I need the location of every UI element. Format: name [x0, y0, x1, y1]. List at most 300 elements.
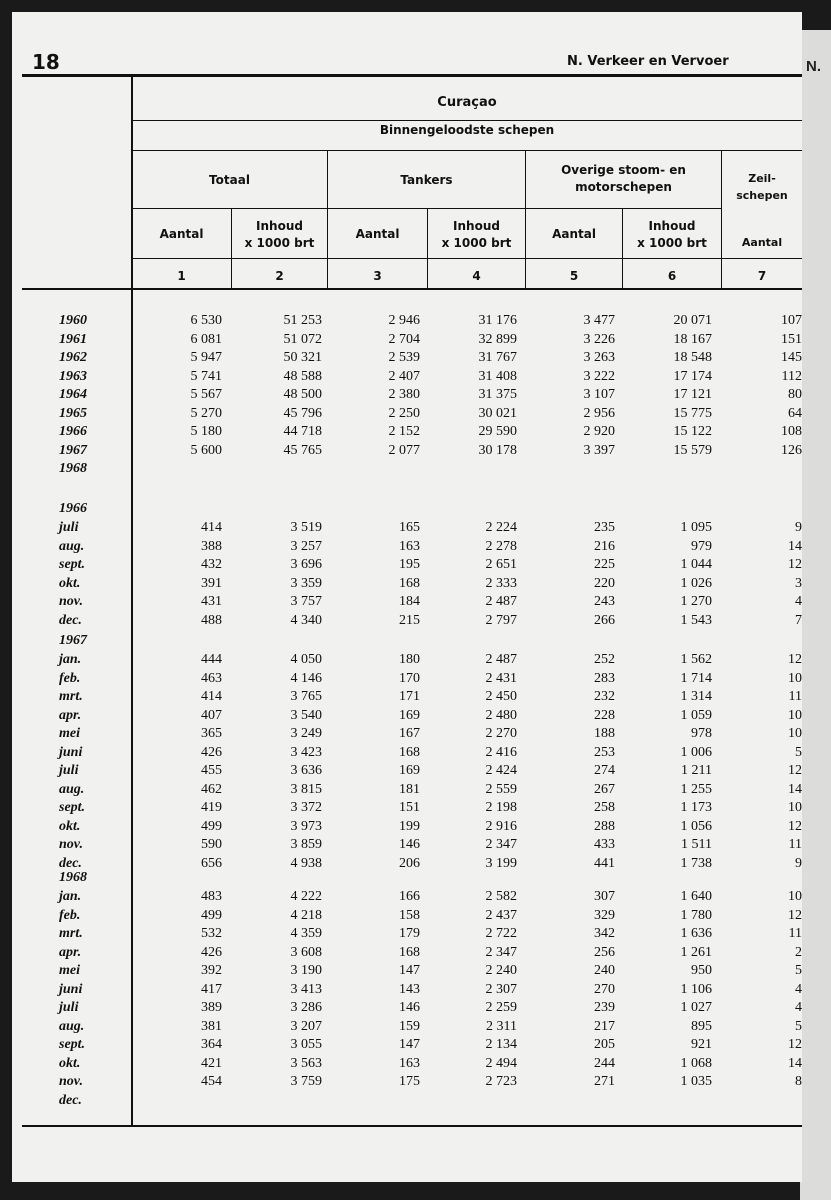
row-label: nov. — [59, 1074, 83, 1089]
table-cell-col4: 2 582 — [485, 889, 517, 904]
table-cell-col3: 163 — [399, 538, 420, 554]
table-cell-col2: 3 563 — [290, 1055, 322, 1071]
row-label: sept. — [59, 800, 86, 815]
table-cell-col5: 3 226 — [583, 331, 615, 347]
table-cell-col5: 188 — [594, 726, 615, 741]
table-cell-col1: 407 — [201, 707, 222, 723]
table-cell-col5: 3 397 — [583, 442, 615, 458]
table-cell-col3: 166 — [399, 889, 420, 904]
sub-aantal-5: Aantal — [552, 227, 596, 241]
table-cell-col5: 274 — [594, 763, 615, 778]
table-row — [12, 962, 802, 980]
table-cell-col2: 3 519 — [290, 520, 322, 535]
table-cell-col5: 216 — [594, 538, 615, 554]
sub-inhoud-2-line1: Inhoud — [256, 219, 303, 233]
table-row — [12, 744, 802, 762]
table-cell-col5: 240 — [594, 963, 615, 978]
table-cell-col6: 18 167 — [673, 331, 712, 347]
table-cell-col4: 2 437 — [485, 907, 517, 923]
table-cell-col5: 217 — [594, 1018, 615, 1034]
sub-aantal-1: Aantal — [159, 227, 204, 241]
col-number-2: 2 — [275, 269, 284, 283]
row-label: feb. — [59, 907, 81, 923]
table-cell-col3: 179 — [399, 926, 420, 941]
running-head: N. Verkeer en Vervoer — [567, 54, 729, 69]
table-row — [12, 925, 802, 943]
table-cell-col1: 426 — [201, 744, 222, 760]
table-cell-col4: 2 487 — [485, 652, 517, 667]
table-cell-col5: 283 — [594, 670, 615, 686]
table-cell-col2: 3 286 — [290, 1000, 322, 1015]
table-cell-col1: 417 — [201, 981, 222, 997]
table-cell-col3: 159 — [399, 1018, 420, 1034]
table-cell-col2: 3 757 — [290, 594, 322, 609]
table-cell-col4: 2 723 — [485, 1074, 517, 1089]
table-cell-col1: 392 — [201, 963, 222, 978]
table-cell-col4: 31 408 — [478, 368, 517, 384]
row-label: jan. — [59, 652, 82, 667]
table-cell-col7: 10 — [788, 707, 802, 723]
row-label: apr. — [59, 707, 82, 723]
table-cell-col2: 3 973 — [290, 818, 322, 834]
row-label: aug. — [59, 538, 85, 554]
table-cell-col5: 3 263 — [583, 350, 615, 365]
table-row — [12, 386, 802, 404]
table-cell-col5: 271 — [594, 1074, 615, 1089]
section-label-1968: 1968 — [59, 870, 87, 885]
table-cell-col5: 307 — [594, 889, 615, 904]
table-cell-col7: 145 — [781, 350, 802, 365]
table-cell-col3: 169 — [399, 763, 420, 778]
table-cell-col1: 365 — [201, 726, 222, 741]
table-cell-col2: 44 718 — [283, 424, 322, 439]
col-number-4: 4 — [472, 269, 481, 283]
table-cell-col7: 9 — [795, 520, 802, 535]
table-cell-col7: 108 — [781, 424, 802, 439]
table-cell-col6: 1 027 — [680, 1000, 712, 1015]
table-cell-col2: 3 765 — [290, 689, 322, 704]
table-row — [12, 460, 802, 478]
table-cell-col2: 3 249 — [290, 726, 322, 741]
table-cell-col2: 3 423 — [290, 744, 322, 760]
table-cell-col3: 2 539 — [388, 350, 420, 365]
table-cell-col2: 4 218 — [290, 907, 322, 923]
table-cell-col7: 12 — [788, 763, 802, 778]
table-cell-col7: 12 — [788, 557, 802, 572]
table-cell-col6: 20 071 — [673, 313, 712, 328]
table-cell-col5: 342 — [594, 926, 615, 941]
table-cell-col7: 112 — [781, 368, 802, 384]
sub-aantal-7: Aantal — [741, 236, 783, 249]
table-cell-col2: 4 146 — [290, 670, 322, 686]
table-cell-col7: 11 — [788, 689, 802, 704]
table-row — [12, 349, 802, 367]
table-cell-col3: 195 — [399, 557, 420, 572]
table-cell-col2: 51 072 — [283, 331, 322, 347]
table-cell-col5: 228 — [594, 707, 615, 723]
table-row — [12, 688, 802, 706]
table-cell-col2: 3 372 — [290, 800, 322, 815]
table-cell-col7: 10 — [788, 726, 802, 741]
document-page — [12, 12, 802, 1182]
table-cell-col2: 3 759 — [290, 1074, 322, 1089]
table-cell-col1: 419 — [201, 800, 222, 815]
table-cell-col4: 2 347 — [485, 944, 517, 960]
table-cell-col4: 2 450 — [485, 689, 517, 704]
row-label: dec. — [59, 612, 82, 628]
table-cell-col7: 4 — [795, 981, 802, 997]
table-cell-col4: 31 176 — [478, 313, 517, 328]
table-cell-col2: 3 207 — [290, 1018, 322, 1034]
table-cell-col1: 5 270 — [190, 405, 222, 421]
table-cell-col1: 6 081 — [190, 331, 222, 347]
table-cell-col2: 4 050 — [290, 652, 322, 667]
table-cell-col7: 2 — [795, 944, 802, 960]
table-cell-col1: 414 — [201, 520, 222, 535]
table-row — [12, 651, 802, 669]
table-cell-col1: 5 741 — [190, 368, 222, 384]
section-label-1967: 1967 — [59, 633, 87, 648]
table-cell-col1: 488 — [201, 612, 222, 628]
table-cell-col3: 175 — [399, 1074, 420, 1089]
table-cell-col1: 499 — [201, 907, 222, 923]
table-cell-col6: 978 — [691, 726, 712, 741]
row-label: okt. — [59, 575, 81, 591]
table-cell-col7: 12 — [788, 652, 802, 667]
table-cell-col6: 1 059 — [680, 707, 712, 723]
row-label: 1962 — [59, 350, 87, 365]
table-cell-col2: 4 938 — [290, 855, 322, 871]
table-cell-col6: 1 044 — [680, 557, 712, 572]
table-cell-col1: 483 — [201, 889, 222, 904]
sub-inhoud-6 — [623, 218, 721, 252]
table-cell-col1: 656 — [201, 855, 222, 871]
table-cell-col3: 147 — [399, 1037, 420, 1052]
table-cell-col7: 151 — [781, 331, 802, 347]
table-cell-col5: 441 — [594, 855, 615, 871]
table-cell-col7: 64 — [788, 405, 802, 421]
table-cell-col1: 444 — [201, 652, 222, 667]
table-row — [12, 818, 802, 836]
table-cell-col6: 1 255 — [680, 781, 712, 797]
group-tankers: Tankers — [400, 173, 453, 187]
group-overige-line2: motorschepen — [575, 180, 672, 194]
table-cell-col5: 329 — [594, 907, 615, 923]
table-cell-col4: 2 431 — [485, 670, 517, 686]
table-cell-col4: 2 198 — [485, 800, 517, 815]
table-cell-col3: 158 — [399, 907, 420, 923]
table-cell-col5: 2 920 — [583, 424, 615, 439]
table-cell-col2: 4 340 — [290, 612, 322, 628]
table-row — [12, 368, 802, 386]
table-cell-col5: 2 956 — [583, 405, 615, 421]
row-label: dec. — [59, 855, 82, 871]
table-cell-col6: 17 121 — [673, 387, 712, 402]
table-cell-col2: 3 190 — [290, 963, 322, 978]
table-cell-col4: 2 424 — [485, 763, 517, 778]
top-rule — [22, 74, 802, 77]
table-cell-col3: 199 — [399, 818, 420, 834]
col-number-5: 5 — [569, 269, 579, 283]
section-label-1966: 1966 — [59, 501, 87, 516]
table-row — [12, 312, 802, 330]
row-label: mrt. — [59, 689, 83, 704]
table-cell-col7: 3 — [795, 575, 802, 591]
table-cell-col5: 266 — [594, 612, 615, 628]
table-cell-col4: 2 311 — [486, 1018, 517, 1034]
table-cell-col1: 463 — [201, 670, 222, 686]
table-cell-col4: 30 021 — [478, 405, 517, 421]
table-cell-col2: 51 253 — [283, 313, 322, 328]
table-row — [12, 612, 802, 630]
table-cell-col7: 5 — [795, 963, 802, 978]
table-cell-col3: 2 152 — [388, 424, 420, 439]
table-cell-col5: 205 — [594, 1037, 615, 1052]
table-cell-col7: 107 — [781, 313, 802, 328]
table-cell-col2: 3 359 — [290, 575, 322, 591]
group-zeil-line2: schepen — [736, 189, 788, 202]
table-cell-col1: 389 — [201, 1000, 222, 1015]
table-cell-col1: 499 — [201, 818, 222, 834]
table-cell-col3: 168 — [399, 575, 420, 591]
table-cell-col2: 3 257 — [290, 538, 322, 554]
col-number-1: 1 — [177, 269, 186, 283]
group-overige-line1: Overige stoom- en — [561, 163, 686, 177]
table-cell-col6: 1 562 — [680, 652, 712, 667]
sub-inhoud-4 — [428, 218, 525, 252]
table-cell-col7: 14 — [788, 538, 802, 554]
col-number-7: 7 — [757, 269, 767, 283]
group-zeilschepen — [722, 170, 802, 204]
table-cell-col1: 5 567 — [190, 387, 222, 402]
table-cell-col3: 146 — [399, 1000, 420, 1015]
table-cell-col1: 381 — [201, 1018, 222, 1034]
table-cell-col5: 225 — [594, 557, 615, 572]
table-cell-col2: 3 859 — [290, 837, 322, 852]
table-cell-col7: 4 — [795, 1000, 802, 1015]
table-cell-col1: 5 180 — [190, 424, 222, 439]
table-cell-col4: 2 224 — [485, 520, 517, 535]
table-cell-col5: 267 — [594, 781, 615, 797]
table-cell-col5: 256 — [594, 944, 615, 960]
row-label: 1964 — [59, 387, 87, 402]
table-cell-col5: 235 — [594, 520, 615, 535]
table-cell-col5: 288 — [594, 818, 615, 834]
table-cell-col6: 921 — [691, 1037, 712, 1052]
table-cell-col7: 10 — [788, 670, 802, 686]
table-cell-col1: 5 600 — [190, 442, 222, 458]
table-cell-col7: 5 — [795, 1018, 802, 1034]
table-cell-col2: 45 765 — [283, 442, 322, 458]
table-cell-col5: 252 — [594, 652, 615, 667]
table-cell-col4: 2 134 — [485, 1037, 517, 1052]
table-cell-col6: 15 579 — [673, 442, 712, 458]
table-cell-col1: 455 — [201, 763, 222, 778]
row-label: jan. — [59, 889, 82, 904]
table-cell-col6: 1 056 — [680, 818, 712, 834]
table-row — [12, 519, 802, 537]
table-cell-col3: 169 — [399, 707, 420, 723]
row-label: mrt. — [59, 926, 83, 941]
table-cell-col6: 1 173 — [680, 800, 712, 815]
table-cell-col3: 151 — [399, 800, 420, 815]
table-row — [12, 670, 802, 688]
table-cell-col6: 1 211 — [681, 763, 712, 778]
table-cell-col7: 7 — [795, 612, 802, 628]
table-row — [12, 1036, 802, 1054]
table-cell-col4: 2 270 — [485, 726, 517, 741]
table-cell-col1: 590 — [201, 837, 222, 852]
table-cell-col3: 165 — [399, 520, 420, 535]
table-cell-col3: 168 — [399, 744, 420, 760]
table-cell-col3: 206 — [399, 855, 420, 871]
row-label: okt. — [59, 1055, 81, 1071]
row-label: 1960 — [59, 313, 87, 328]
table-cell-col4: 2 797 — [485, 612, 517, 628]
table-cell-col2: 3 636 — [290, 763, 322, 778]
table-cell-col1: 462 — [201, 781, 222, 797]
table-cell-col7: 14 — [788, 1055, 802, 1071]
bottom-rule — [22, 1125, 802, 1127]
table-cell-col7: 12 — [788, 818, 802, 834]
table-cell-col3: 163 — [399, 1055, 420, 1071]
table-cell-col4: 2 333 — [485, 575, 517, 591]
table-row — [12, 907, 802, 925]
table-cell-col6: 1 026 — [680, 575, 712, 591]
table-cell-col3: 146 — [399, 837, 420, 852]
row-label: mei — [59, 963, 80, 978]
table-cell-col7: 11 — [788, 837, 802, 852]
table-cell-col6: 1 543 — [680, 612, 712, 628]
row-label: aug. — [59, 781, 85, 797]
sub-inhoud-2-line2: x 1000 brt — [244, 236, 315, 250]
table-cell-col1: 414 — [201, 689, 222, 704]
table-cell-col7: 10 — [788, 889, 802, 904]
table-cell-col2: 3 696 — [290, 557, 322, 572]
table-cell-col1: 5 947 — [190, 350, 222, 365]
table-cell-col6: 1 314 — [680, 689, 712, 704]
col-number-6: 6 — [667, 269, 677, 283]
table-cell-col6: 950 — [691, 963, 712, 978]
table-cell-col6: 1 780 — [680, 907, 712, 923]
table-row — [12, 556, 802, 574]
row-label: okt. — [59, 818, 81, 834]
table-cell-col6: 979 — [691, 538, 712, 554]
table-cell-col4: 31 767 — [478, 350, 517, 365]
table-cell-col4: 31 375 — [478, 387, 517, 402]
table-cell-col7: 4 — [795, 594, 802, 609]
table-cell-col2: 3 608 — [290, 944, 322, 960]
table-cell-col6: 1 636 — [680, 926, 712, 941]
table-cell-col4: 2 916 — [485, 818, 517, 834]
sub-inhoud-4-line2: x 1000 brt — [441, 236, 512, 250]
table-cell-col3: 2 380 — [388, 387, 420, 402]
table-row — [12, 762, 802, 780]
table-cell-col1: 6 530 — [190, 313, 222, 328]
table-cell-col5: 258 — [594, 800, 615, 815]
table-row — [12, 799, 802, 817]
table-cell-col2: 50 321 — [283, 350, 322, 365]
table-row — [12, 538, 802, 556]
table-cell-col7: 5 — [795, 744, 802, 760]
table-cell-col7: 126 — [781, 442, 802, 458]
table-cell-col1: 391 — [201, 575, 222, 591]
table-cell-col4: 3 199 — [485, 855, 517, 871]
next-page-edge — [800, 30, 831, 1200]
table-cell-col1: 532 — [201, 926, 222, 941]
table-cell-col4: 2 722 — [485, 926, 517, 941]
table-row — [12, 1073, 802, 1091]
row-label: 1968 — [59, 461, 87, 476]
table-cell-col2: 48 588 — [283, 368, 322, 384]
subtitle-heading: Binnengeloodste schepen — [379, 123, 555, 137]
table-cell-col6: 1 006 — [680, 744, 712, 760]
table-cell-col1: 432 — [201, 557, 222, 572]
table-cell-col2: 3 055 — [290, 1037, 322, 1052]
table-cell-col3: 215 — [399, 612, 420, 628]
row-label: apr. — [59, 944, 82, 960]
table-row — [12, 855, 802, 873]
row-label: juli — [59, 520, 79, 535]
table-cell-col6: 15 122 — [673, 424, 712, 439]
table-cell-col4: 29 590 — [478, 424, 517, 439]
table-cell-col6: 1 035 — [680, 1074, 712, 1089]
next-page-edge-text: N. — [806, 58, 821, 75]
table-cell-col6: 1 738 — [680, 855, 712, 871]
page-number: 18 — [32, 50, 60, 74]
table-cell-col7: 9 — [795, 855, 802, 871]
row-label: 1963 — [59, 368, 87, 384]
table-cell-col7: 8 — [795, 1074, 802, 1089]
table-cell-col6: 1 106 — [680, 981, 712, 997]
table-row — [12, 575, 802, 593]
table-cell-col3: 167 — [399, 726, 420, 741]
table-cell-col1: 454 — [201, 1074, 222, 1089]
row-label: aug. — [59, 1018, 85, 1034]
table-row — [12, 1055, 802, 1073]
sub-inhoud-6-line2: x 1000 brt — [637, 236, 707, 250]
table-cell-col7: 80 — [788, 387, 802, 402]
table-cell-col7: 12 — [788, 907, 802, 923]
table-cell-col5: 3 222 — [583, 368, 615, 384]
table-cell-col5: 244 — [594, 1055, 615, 1071]
table-cell-col5: 3 107 — [583, 387, 615, 402]
header-rule-subtitle — [132, 150, 802, 151]
region-heading: Curaçao — [437, 95, 497, 110]
table-cell-col3: 171 — [399, 689, 420, 704]
table-cell-col1: 421 — [201, 1055, 222, 1071]
row-label: nov. — [59, 594, 83, 609]
table-cell-col5: 433 — [594, 837, 615, 852]
table-cell-col2: 3 413 — [290, 981, 322, 997]
table-cell-col1: 431 — [201, 594, 222, 609]
table-cell-col7: 10 — [788, 800, 802, 815]
table-cell-col6: 17 174 — [673, 368, 712, 384]
table-cell-col7: 14 — [788, 781, 802, 797]
table-row — [12, 781, 802, 799]
row-label: juli — [59, 1000, 79, 1015]
sub-inhoud-6-line1: Inhoud — [648, 219, 696, 233]
row-label: mei — [59, 726, 80, 741]
group-overige — [526, 162, 721, 196]
table-cell-col6: 1 068 — [680, 1055, 712, 1071]
table-cell-col4: 2 307 — [485, 981, 517, 997]
table-row — [12, 593, 802, 611]
row-label: sept. — [59, 557, 86, 572]
table-cell-col2: 4 359 — [290, 926, 322, 941]
row-label: feb. — [59, 670, 81, 686]
table-row — [12, 999, 802, 1017]
